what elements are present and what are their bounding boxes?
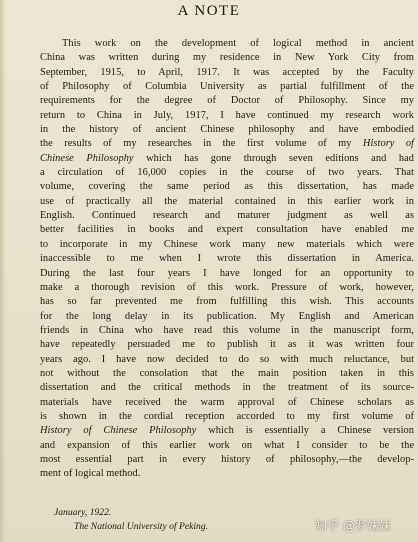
text-line: China was written during my residence in New York City from <box>40 52 414 64</box>
book-title-fragment: Chinese Philosophy <box>40 152 134 164</box>
text-line: for the long delay in its publication. My English and American <box>40 310 414 322</box>
text-fragment: which has gone through seven editions and had <box>133 152 414 164</box>
text-fragment: which is essentially a Chinese version <box>196 425 414 437</box>
watermark-text: 知乎 @罗妹妹 <box>315 519 391 533</box>
text-line: requirements for the degree of Doctor of Philosophy. Since my <box>40 95 414 107</box>
text-line: better facilities in books and expert consultation have enabled me <box>40 224 414 236</box>
text-line: most essential part in every history of philosophy,—the develop- <box>40 453 414 465</box>
text-line: of Philosophy of Columbia University as partial fulfillment of the <box>40 81 414 93</box>
text-line: and expansion of this earlier work on what I consider to be the <box>40 439 414 451</box>
text-line: use of practically all the material contained in this earlier work in <box>40 195 414 207</box>
text-line: has so far prevented me from fulfilling this wish. This accounts <box>40 296 414 308</box>
text-line: years ago. I have now decided to do so with much reluctance, but <box>40 353 414 365</box>
signoff-block <box>54 506 314 533</box>
text-fragment: the results of my researches in the first volume of my <box>40 138 352 150</box>
text-line: volume, covering the same period as this dissertation, has made <box>40 181 414 193</box>
book-title-fragment: History of <box>362 138 414 150</box>
text-line: a circulation of 16,000 copies in the course of two years. That <box>40 167 414 179</box>
text-line: dissertation and the critical methods in the treatment of its source- <box>40 382 414 394</box>
text-line: This work on the development of logical method in ancient <box>62 38 414 49</box>
signoff-place: The National University of Peking. <box>74 520 209 532</box>
text-line: During the last four years I have longed for an opportunity to <box>40 267 414 279</box>
text-line: ment of logical method. <box>40 468 141 480</box>
text-line <box>40 424 414 438</box>
page-edge-shadow <box>0 0 6 542</box>
text-line: September, 1915, to April, 1917. It was accepted by the Faculty <box>40 66 414 78</box>
text-line: materials have received the warm approval of Chinese scholars as <box>40 396 414 408</box>
text-line: in the history of ancient Chinese philosophy and have embodied <box>40 124 414 136</box>
book-title-fragment: History of Chinese Philosophy <box>40 425 197 437</box>
text-line <box>40 152 414 166</box>
text-line: have repeatedly persuaded me to publish it as it was written four <box>40 339 414 351</box>
text-line <box>40 137 414 151</box>
text-line: English. Continued research and maturer judgment as well as <box>40 210 414 222</box>
text-line: friends in China who have read this volume in the manuscript form, <box>40 324 414 336</box>
text-line: is shown in the cordial reception accorded to my first volume of <box>40 410 414 422</box>
text-line: not without the consolation that the main position taken in this <box>40 367 414 379</box>
note-paragraph <box>40 37 414 482</box>
text-line: to incorporate in my Chinese work many new materials which were <box>40 238 414 250</box>
text-line: make a thorough revision of this work. Pressure of work, however, <box>40 281 414 293</box>
signoff-date: January, 1922. <box>54 507 112 518</box>
text-line: return to China in July, 1917, I have continued my research work <box>40 109 414 121</box>
text-line: inaccessible to me when I wrote this dissertation in America. <box>40 253 414 265</box>
page-title: A NOTE <box>177 3 241 19</box>
